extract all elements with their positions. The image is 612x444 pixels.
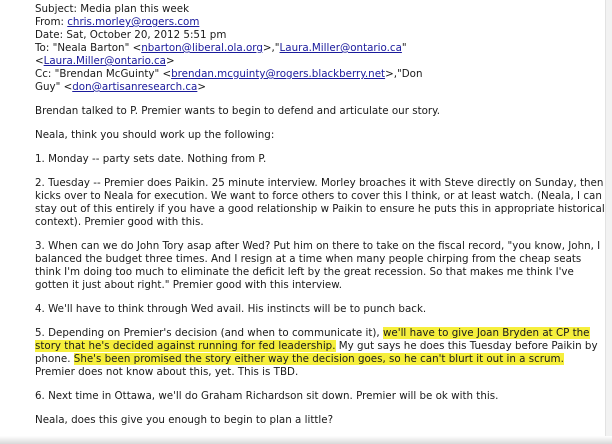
scan-shadow xyxy=(0,436,612,444)
subject-line: Subject: Media plan this week xyxy=(35,3,190,15)
to-separator: >," xyxy=(262,42,280,54)
email-header xyxy=(35,3,605,94)
cc-email-link-2[interactable]: don@artisanresearch.ca xyxy=(72,81,198,93)
paragraph-request: Neala, think you should work up the following: xyxy=(35,129,275,141)
to-prefix: To: "Neala Barton" < xyxy=(35,42,142,54)
item-john-tory: 3. When can we do John Tory asap after Wed? Put him on there to take on the fiscal record, "you know, John, I balanced the budget three times. And I resign at a time when many people chirping from the cheap seats think I'm doing too much to eliminate the deficit left by the great recession. So that makes me think I've gotten it just about right." Premier good with this interview. xyxy=(35,240,601,291)
cc-prefix-2: Guy" < xyxy=(35,81,73,93)
angle-open: < xyxy=(35,55,44,67)
decision-text-3: Premier does not know about this, yet. This is TBD. xyxy=(35,366,299,378)
to-quote: " xyxy=(401,42,407,54)
decision-text-2: My gut says he does this Tuesday before Paikin by phone. xyxy=(35,340,598,365)
to-line-continued xyxy=(35,55,605,68)
date-line: Date: Sat, October 20, 2012 5:51 pm xyxy=(35,29,227,41)
cc-email-link-1[interactable]: brendan.mcguinty@rogers.blackberry.net xyxy=(171,68,386,80)
cc-line-continued xyxy=(35,81,605,94)
from-email-link[interactable]: chris.morley@rogers.com xyxy=(67,16,200,28)
item-tuesday: 2. Tuesday -- Premier does Paikin. 25 minute interview. Morley broaches it with Steve directly on Sunday, then kicks over to Neala for execution. We want to force others to cover this I think, or at least watch. (Neala, I can stay out of this entirely if you have a good relationship w Paikin to ensure he puts this in appropriate historical context). Premier good with this. xyxy=(35,177,605,228)
cc-prefix: Cc: "Brendan McGuinty" < xyxy=(35,68,172,80)
item-ottawa: 6. Next time in Ottawa, we'll do Graham Richardson sit down. Premier will be ok with this. xyxy=(35,390,499,402)
to-email-link-3[interactable]: Laura.Miller@ontario.ca xyxy=(43,55,166,67)
from-label: From: xyxy=(35,16,68,28)
paragraph-closing: Neala, does this give you enough to begin to plan a little? xyxy=(35,414,334,426)
email-printout xyxy=(35,3,605,427)
paragraph-intro: Brendan talked to P. Premier wants to begin to defend and articulate our story. xyxy=(35,105,441,117)
to-line xyxy=(35,42,605,55)
item-monday: 1. Monday -- party sets date. Nothing from P. xyxy=(35,153,267,165)
item-premier-decision xyxy=(35,327,605,379)
item-wed-avail: 4. We'll have to think through Wed avail. His instincts will be to punch back. xyxy=(35,303,427,315)
cc-close: > xyxy=(197,81,206,93)
angle-close: > xyxy=(166,55,175,67)
to-email-link-1[interactable]: nbarton@liberal.ola.org xyxy=(141,42,263,54)
cc-separator: >,"Don xyxy=(385,68,423,80)
page-edge xyxy=(605,0,612,444)
decision-text-1: 5. Depending on Premier's decision (and when to communicate it), xyxy=(35,327,383,339)
cc-line xyxy=(35,68,605,81)
highlighted-text-scrum: She's been promised the story either way the decision goes, so he can't blurt it out in a scrum. xyxy=(73,353,564,365)
highlighted-text-bryden: we'll have to give Joan Bryden at CP the story that he's decided against running for fed leadership. xyxy=(35,327,590,352)
to-email-link-2[interactable]: Laura.Miller@ontario.ca xyxy=(279,42,402,54)
from-line xyxy=(35,16,605,29)
